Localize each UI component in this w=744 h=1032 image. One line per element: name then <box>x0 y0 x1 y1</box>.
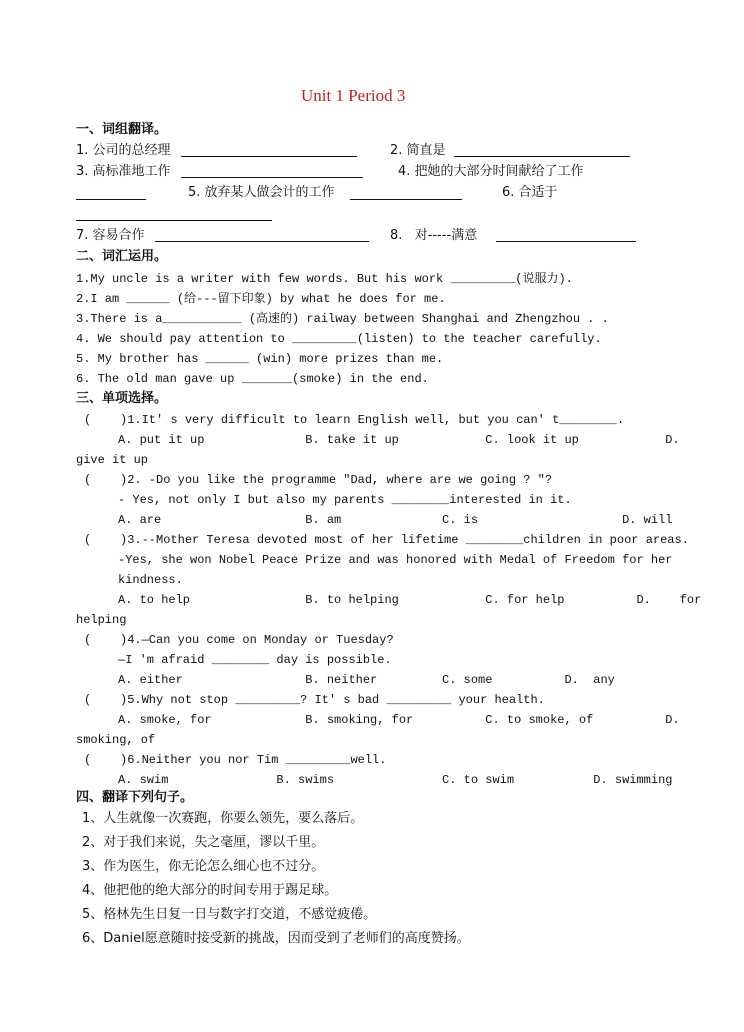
choice-line-7: ( )3.--Mother Teresa devoted most of her lifetime ________children in poor areas. <box>84 533 689 547</box>
translation-sentence-2: 2、对于我们来说，失之毫厘，谬以千里。 <box>82 835 325 850</box>
choice-line-18: ( )6.Neither you nor Tim _________well. <box>84 753 387 767</box>
phrase-item-5: 5. 放弃某人做会计的工作 <box>188 185 335 200</box>
answer-blank-7[interactable] <box>155 241 369 242</box>
answer-blank-5[interactable] <box>350 199 462 200</box>
phrase-item-6: 6. 合适于 <box>502 185 558 200</box>
answer-blank-2[interactable] <box>454 156 630 157</box>
vocabulary-item-2: 2.I am ______ (给---留下印象) by what he does for me. <box>76 292 446 306</box>
translation-sentence-1: 1、人生就像一次赛跑，你要么领先，要么落后。 <box>82 811 364 826</box>
answer-blank-8[interactable] <box>496 241 636 242</box>
answer-blank-6[interactable] <box>76 220 272 221</box>
phrase-item-4: 4. 把她的大部分时间献给了工作 <box>398 164 584 179</box>
phrase-item-8: 8. 对-----满意 <box>390 228 478 243</box>
translation-sentence-4: 4、他把他的绝大部分的时间专用于踢足球。 <box>82 883 338 898</box>
phrase-item-3: 3. 高标准地工作 <box>76 164 171 179</box>
section-heading-sentence-translation: 四、翻译下列句子。 <box>76 790 194 805</box>
choice-line-19: A. swim B. swims C. to swim D. swimming <box>118 773 673 787</box>
section-heading-vocabulary: 二、词汇运用。 <box>76 249 168 264</box>
choice-line-10: A. to help B. to helping C. for help D. for <box>118 593 702 607</box>
choice-line-12: ( )4.—Can you come on Monday or Tuesday? <box>84 633 394 647</box>
answer-blank-1[interactable] <box>181 156 357 157</box>
choice-line-1: ( )1.It' s very difficult to learn English well, but you can' t________. <box>84 413 625 427</box>
choice-line-3: give it up <box>76 453 149 467</box>
choice-line-16: A. smoke, for B. smoking, for C. to smoke, of D. <box>118 713 680 727</box>
choice-line-6: A. are B. am C. is D. will <box>118 513 673 527</box>
choice-line-8: -Yes, she won Nobel Peace Prize and was honored with Medal of Freedom for her <box>118 553 673 567</box>
choice-line-9: kindness. <box>118 573 183 587</box>
phrase-item-2: 2. 简直是 <box>390 143 446 158</box>
choice-line-11: helping <box>76 613 127 627</box>
translation-sentence-5: 5、格林先生日复一日与数字打交道，不感觉疲倦。 <box>82 907 377 922</box>
vocabulary-item-3: 3.There is a___________ (高速的) railway between Shanghai and Zhengzhou . . <box>76 312 609 326</box>
vocabulary-item-6: 6. The old man gave up _______(smoke) in the end. <box>76 372 429 386</box>
vocabulary-item-1: 1.My uncle is a writer with few words. But his work _________(说服力). <box>76 272 573 286</box>
vocabulary-item-4: 4. We should pay attention to _________(listen) to the teacher carefully. <box>76 332 602 346</box>
phrase-item-7: 7. 容易合作 <box>76 228 145 243</box>
phrase-item-1: 1. 公司的总经理 <box>76 143 171 158</box>
answer-blank-3[interactable] <box>181 177 363 178</box>
choice-line-14: A. either B. neither C. some D. any <box>118 673 615 687</box>
section-heading-multiple-choice: 三、单项选择。 <box>76 391 168 406</box>
answer-blank-4[interactable] <box>76 199 146 200</box>
choice-line-5: - Yes, not only I but also my parents ________interested in it. <box>118 493 572 507</box>
page-title: Unit 1 Period 3 <box>301 86 406 105</box>
translation-sentence-3: 3、作为医生，你无论怎么细心也不过分。 <box>82 859 325 874</box>
choice-line-17: smoking, of <box>76 733 156 747</box>
choice-line-4: ( )2. -Do you like the programme "Dad, where are we going ? "? <box>84 473 553 487</box>
choice-line-13: —I 'm afraid ________ day is possible. <box>118 653 392 667</box>
choice-line-15: ( )5.Why not stop _________? It' s bad _________ your health. <box>84 693 545 707</box>
choice-line-2: A. put it up B. take it up C. look it up D. <box>118 433 680 447</box>
translation-sentence-6: 6、Daniel愿意随时接受新的挑战，因而受到了老师们的高度赞扬。 <box>82 931 470 946</box>
section-heading-phrase-translation: 一、词组翻译。 <box>76 122 168 137</box>
vocabulary-item-5: 5. My brother has ______ (win) more prizes than me. <box>76 352 444 366</box>
